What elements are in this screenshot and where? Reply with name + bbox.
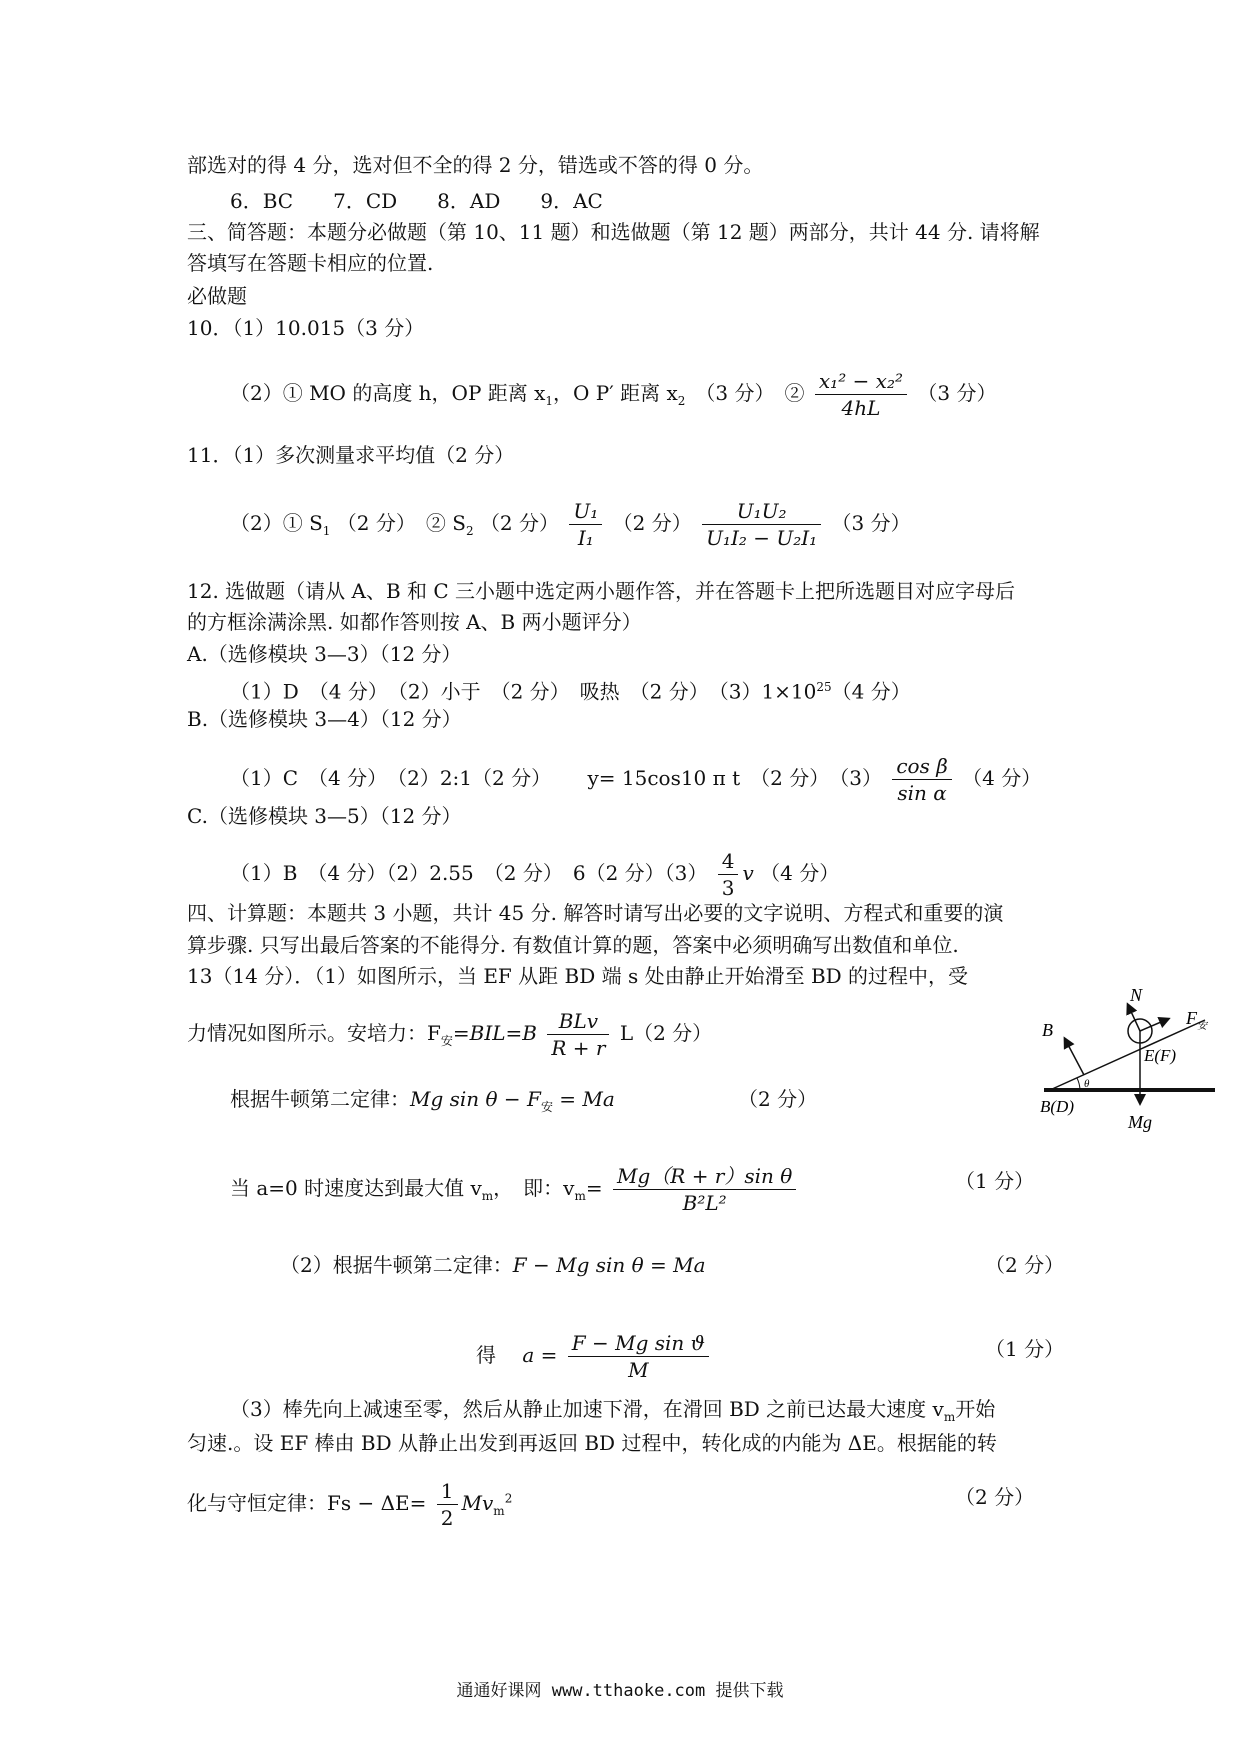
q13-ampere-force: 力情况如图所示。安培力：$F_安=BIL=B$ $\frac{\text{BLv}}{R + r}$ L（2 分） [187,1009,713,1060]
q13-newton-1: 根据牛顿第二定律：Mg $\sin \theta - F_安 = Ma$ [230,1087,615,1114]
q12a-answers: （1）D （4 分） （2）小于 （2 分） 吸热 （2 分） $(3)1\times 10^{25}(4$ 分） [230,679,911,704]
q10-part2: （2）① MO 的高度 h，OP 距离 $x_1$，O P′ 距离 $x_2$ （3 分） ② $\frac{\text{x₁² − x₂²}}{4hL}$ （3 分） [230,369,997,420]
normal-force-arrow [1128,1005,1140,1031]
q13-formula-c: $\frac{\text{F − Mg sin ϑ}}{M}$ [568,1330,709,1383]
q11-formula-a: $\frac{\text{U₁}}{\text{I₁}}$ [569,498,602,551]
required-title: 必做题 [187,284,247,308]
label-n: N [1130,985,1143,1005]
q12b-answers: （1）C （4 分） （2）2:1（2 分） y= 15cos10 π t （2 分） （3） $\frac{\text{cos β}}{\text{sin α}}$ （4 分） [230,754,1042,805]
q13-newton-2: （2）根据牛顿第二定律：F − Mg sin θ = Ma [280,1253,706,1277]
q13-newton-2-score: （2 分） [985,1253,1065,1277]
q13-vmax-score: （1 分） [955,1169,1035,1193]
q11-part2: （2）① $S_1$ （2 分） ② $S_2$ （2 分） $\frac{\text{U₁}}{\text{I₁}}$ （2 分） $\frac{\text{U₁U₂}}{\text{U₁I₂ − U₂I₁}}$ （3 分） [230,499,911,550]
label-f-an-sub: 安 [1197,1021,1207,1032]
q13-energy: 化与守恒定律：Fs − ΔE= $\frac{1}{2}$ $Mv_m^2$ [187,1479,513,1530]
q11-part1: 11．（1）多次测量求平均值（2 分） [187,443,515,467]
force-diagram [1040,975,1220,1135]
q12c-answers: （1）B （4 分）（2）2.55 （2 分） 6（2 分）（3） $\frac{4}{3}$ v （4 分） [230,849,840,900]
q13-accel-score: （1 分） [985,1337,1065,1361]
q13-formula-a: $\frac{\text{BLv}}{R + r}$ [547,1008,609,1061]
q12-intro-cont: 的方框涂满涂黑. 如都作答则按 A、B 两小题评分） [187,610,642,634]
section-4-heading-cont: 算步骤. 只写出最后答案的不能得分. 有数值计算的题，答案中必须明确写出数值和单位. [187,933,959,957]
q13-part3: （3）棒先向上减速至零，然后从静止加速下滑，在滑回 BD 之前已达最大速度 $v_m$开始 [230,1397,996,1424]
q13-newton-1-score: （2 分） [738,1087,818,1111]
label-b-field: B [1042,1020,1053,1040]
ampere-force-arrow [1140,1019,1168,1031]
magnetic-field-arrow [1065,1039,1084,1075]
line-choice-rule: 部选对的得 4 分，选对但不全的得 2 分，错选或不答的得 0 分。 [187,153,764,177]
q13-energy-score: （2 分） [955,1485,1035,1509]
label-ef: E(F) [1144,1046,1177,1065]
line-choice-answers: 6．BC 7．CD 8．AD 9．AC [230,189,603,213]
q13-accel: 得 a = $\frac{\text{F − Mg sin ϑ}}{M}$ [476,1330,713,1383]
q12b-formula: $\frac{\text{cos β}}{\text{sin α}}$ [892,753,951,806]
q13-vmax: 当 a=0 时速度达到最大值 $v_m$， 即：$v_m=$ $\frac{\text{Mg（R + r）sin θ}}{\text{B²L²}}$ [230,1163,800,1216]
q12b-title: B.（选修模块 3—4）（12 分） [187,707,462,731]
footer-watermark: 通通好课网 www.tthaoke.com 提供下载 [456,1681,784,1701]
q12c-formula: $\frac{4}{3}$ [718,848,739,901]
label-bd: B(D) [1040,1097,1074,1116]
section-3-heading: 三、简答题：本题分必做题（第 10、11 题）和选做题（第 12 题）两部分，共计 44 分. 请将解 [187,220,1040,244]
q13-part3-cont: 匀速.。设 EF 棒由 BD 从静止出发到再返回 BD 过程中，转化成的内能为 ΔE。根据能的转 [187,1431,997,1455]
section-3-heading-cont: 答填写在答题卡相应的位置. [187,251,434,275]
label-theta: θ [1084,1078,1090,1090]
q13-part1: 13（14 分）．（1）如图所示，当 EF 从距 BD 端 s 处由静止开始滑至 BD 的过程中，受 [187,964,969,988]
q10-part1: 10．（1）10.015（3 分） [187,316,425,340]
label-f-an: F [1186,1008,1197,1028]
q12a-title: A.（选修模块 3—3）（12 分） [187,642,462,666]
q12c-title: C.（选修模块 3—5）（12 分） [187,804,462,828]
section-4-heading: 四、计算题：本题共 3 小题，共计 45 分. 解答时请写出必要的文字说明、方程式和重要的演 [187,901,1004,925]
q11-formula-b: $\frac{\text{U₁U₂}}{\text{U₁I₂ − U₂I₁}}$ [702,498,821,551]
q12-intro: 12. 选做题（请从 A、B 和 C 三小题中选定两小题作答，并在答题卡上把所选题目对应字母后 [187,579,1016,603]
q13-formula-d: $\frac{1}{2}$ [437,1478,458,1531]
q10-formula: $\frac{\text{x₁² − x₂²}}{4hL}$ [815,368,907,421]
label-mg: Mg [1128,1112,1152,1132]
q13-formula-b: $\frac{\text{Mg（R + r）sin θ}}{\text{B²L²}}$ [613,1163,796,1216]
